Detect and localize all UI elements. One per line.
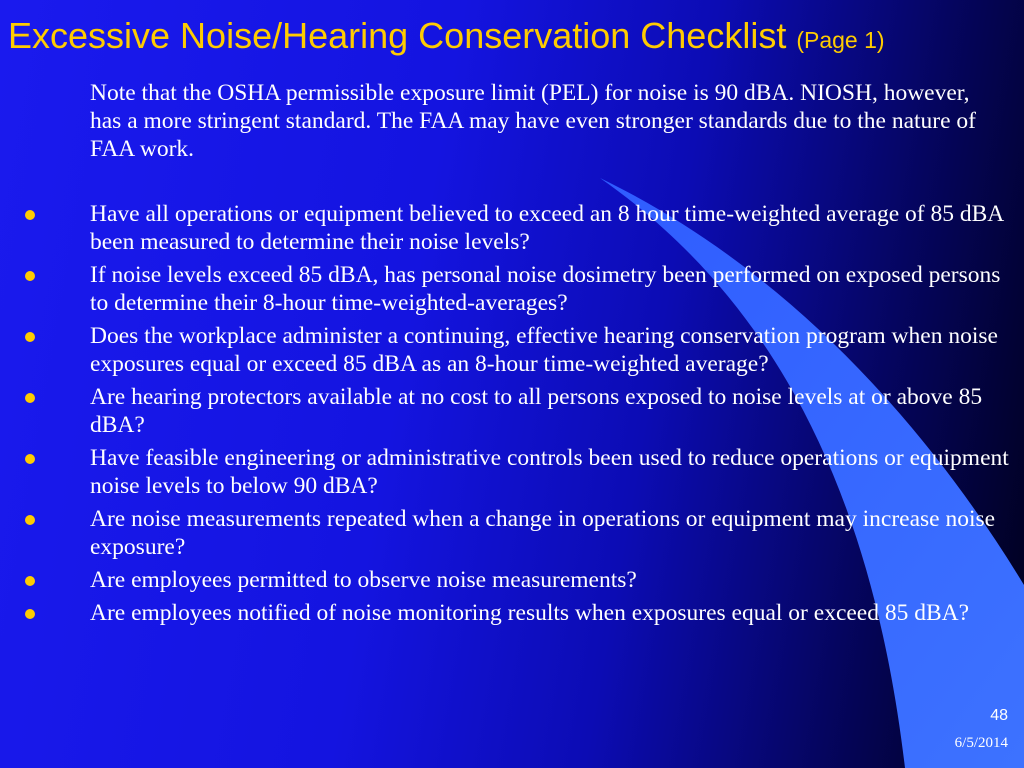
- bullet-icon: [25, 454, 35, 464]
- checklist-item: [0, 566, 1010, 594]
- checklist: [0, 200, 1024, 632]
- checklist-item-text: Have all operations or equipment believed to exceed an 8 hour time-weighted average of 85 dBA been measured to determine their noise levels?: [90, 201, 1003, 255]
- checklist-item: [0, 444, 1010, 500]
- checklist-item-text: Does the workplace administer a continuing, effective hearing conservation program when noise exposures equal or exceed 85 dBA as an 8-hour time-weighted average?: [90, 323, 998, 377]
- checklist-item-text: Are noise measurements repeated when a change in operations or equipment may increase noise exposure?: [90, 506, 996, 560]
- slide-date: 6/5/2014: [954, 735, 1008, 751]
- bullet-icon: [25, 576, 35, 586]
- checklist-item: [0, 505, 1010, 561]
- checklist-item: [0, 599, 1010, 627]
- slide-title-page: (Page 1): [796, 27, 885, 53]
- slide-title: [8, 14, 1018, 62]
- checklist-item-text: Are hearing protectors available at no cost to all persons exposed to noise levels at or above 85 dBA?: [90, 384, 983, 438]
- checklist-item: [0, 261, 1010, 317]
- bullet-icon: [25, 393, 35, 403]
- checklist-item-text: Are employees notified of noise monitoring results when exposures equal or exceed 85 dBA?: [90, 600, 970, 626]
- checklist-item-text: Have feasible engineering or administrative controls been used to reduce operations or equipment noise levels to below 90 dBA?: [90, 445, 1009, 499]
- page-number: 48: [990, 707, 1008, 724]
- bullet-icon: [25, 271, 35, 281]
- slide-title-main: Excessive Noise/Hearing Conservation Checklist: [8, 15, 787, 56]
- checklist-item-text: Are employees permitted to observe noise measurements?: [90, 567, 637, 593]
- checklist-item: [0, 322, 1010, 378]
- bullet-icon: [25, 210, 35, 220]
- bullet-icon: [25, 609, 35, 619]
- intro-paragraph: Note that the OSHA permissible exposure limit (PEL) for noise is 90 dBA. NIOSH, however, has a more stringent standard. The FAA may have even stronger standards due to the nature of FAA work.: [90, 80, 977, 162]
- checklist-item-text: If noise levels exceed 85 dBA, has personal noise dosimetry been performed on exposed persons to determine their 8-hour time-weighted-averages?: [90, 262, 1001, 316]
- bullet-icon: [25, 332, 35, 342]
- checklist-item: [0, 200, 1010, 256]
- checklist-item: [0, 383, 1010, 439]
- bullet-icon: [25, 515, 35, 525]
